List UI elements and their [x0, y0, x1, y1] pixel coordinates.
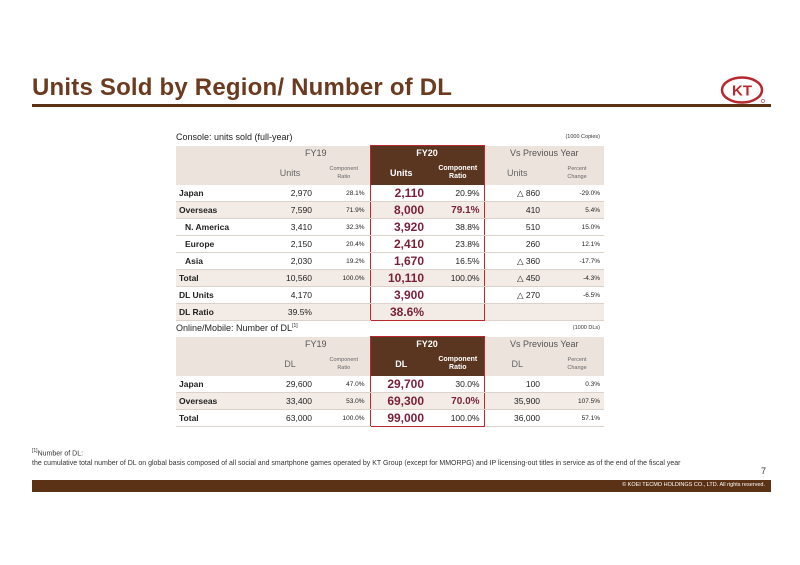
vs-change: 510 [484, 219, 550, 236]
fy20-value: 69,300 [370, 393, 432, 410]
console-fy20-ratio-col: Component Ratio [432, 160, 484, 185]
fy20-value: 3,920 [370, 219, 432, 236]
row-label: Total [176, 270, 262, 287]
fy19-ratio: 28.1% [318, 185, 370, 202]
fy19-value: 33,400 [262, 393, 318, 410]
table-row [176, 304, 604, 321]
percent-change: 107.5% [550, 393, 604, 410]
fy20-ratio [432, 304, 484, 321]
fy19-ratio: 100.0% [318, 410, 370, 427]
console-fy20-units-col: Units [370, 160, 432, 185]
online-fy20-ratio-col: Component Ratio [432, 351, 484, 376]
online-table-unit: (1000 DLs) [572, 325, 600, 331]
online-vs-dl-col: DL [484, 351, 550, 376]
fy19-value: 4,170 [262, 287, 318, 304]
percent-change: 0.3% [550, 376, 604, 393]
row-label: DL Ratio [176, 304, 262, 321]
row-label: Japan [176, 185, 262, 202]
console-fy20-header: FY20 [370, 146, 484, 161]
fy20-ratio: 70.0% [432, 393, 484, 410]
online-fy19-ratio-col: Component Ratio [318, 351, 370, 376]
fy20-value: 29,700 [370, 376, 432, 393]
fy20-value: 1,670 [370, 253, 432, 270]
online-fy20-header: FY20 [370, 337, 484, 352]
table-row [176, 202, 604, 219]
percent-change: 57.1% [550, 410, 604, 427]
console-fy19-header: FY19 [262, 146, 370, 161]
fy19-ratio: 19.2% [318, 253, 370, 270]
fy20-ratio: 38.8% [432, 219, 484, 236]
page-number: 7 [761, 466, 767, 476]
fy19-ratio [318, 304, 370, 321]
table-row [176, 270, 604, 287]
row-label: Total [176, 410, 262, 427]
percent-change: 12.1% [550, 236, 604, 253]
fy20-ratio: 16.5% [432, 253, 484, 270]
table-row [176, 410, 604, 427]
fy19-ratio: 71.9% [318, 202, 370, 219]
row-label: Overseas [176, 393, 262, 410]
footnote: [1]Number of DL: the cumulative total number of DL on global basis composed of all social and smartphone games operated by KT Group (except for MMORPG) and IP licensing-out titles in service as of the end of the fiscal year [32, 446, 772, 469]
fy20-ratio [432, 287, 484, 304]
fy20-ratio: 100.0% [432, 410, 484, 427]
fy19-ratio: 100.0% [318, 270, 370, 287]
vs-change: △ 860 [484, 185, 550, 202]
vs-change: 410 [484, 202, 550, 219]
console-fy19-units-col: Units [262, 160, 318, 185]
fy19-ratio: 32.3% [318, 219, 370, 236]
percent-change [550, 304, 604, 321]
online-vs-pct-col: Percent Change [550, 351, 604, 376]
vs-change: 35,900 [484, 393, 550, 410]
online-fy20-dl-col: DL [370, 351, 432, 376]
fy20-ratio: 20.9% [432, 185, 484, 202]
console-units-table-block [176, 131, 604, 321]
row-label: Overseas [176, 202, 262, 219]
page-title: Units Sold by Region/ Number of DL [32, 74, 453, 101]
console-vs-header: Vs Previous Year [484, 146, 604, 161]
console-vs-pct-col: Percent Change [550, 160, 604, 185]
console-units-table [176, 145, 604, 321]
copyright-text: © KOEI TECMO HOLDINGS CO., LTD. All rights reserved. [622, 482, 765, 488]
fy19-value: 10,560 [262, 270, 318, 287]
online-dl-table [176, 336, 604, 427]
footer-bar [32, 480, 771, 492]
online-fy19-dl-col: DL [262, 351, 318, 376]
fy19-value: 2,970 [262, 185, 318, 202]
fy19-value: 3,410 [262, 219, 318, 236]
fy19-ratio [318, 287, 370, 304]
footnote-text: the cumulative total number of DL on global basis composed of all social and smartphone games operated by KT Group (except for MMORPG) and IP licensing-out titles in service as of the end of the fiscal year [32, 460, 681, 468]
fy20-value: 2,110 [370, 185, 432, 202]
row-label: Japan [176, 376, 262, 393]
table-row [176, 287, 604, 304]
fy20-ratio: 23.8% [432, 236, 484, 253]
percent-change: -17.7% [550, 253, 604, 270]
row-label: N. America [176, 219, 262, 236]
fy20-value: 8,000 [370, 202, 432, 219]
fy19-ratio: 53.0% [318, 393, 370, 410]
vs-change: △ 270 [484, 287, 550, 304]
vs-change: △ 450 [484, 270, 550, 287]
fy19-ratio: 20.4% [318, 236, 370, 253]
fy19-value: 63,000 [262, 410, 318, 427]
kt-logo-icon [720, 76, 766, 104]
vs-change: 100 [484, 376, 550, 393]
console-vs-units-col: Units [484, 160, 550, 185]
fy19-value: 39.5% [262, 304, 318, 321]
online-table-caption: Online/Mobile: Number of DL[1] [176, 323, 298, 333]
row-label: Asia [176, 253, 262, 270]
fy19-value: 29,600 [262, 376, 318, 393]
table-row [176, 185, 604, 202]
fy20-value: 99,000 [370, 410, 432, 427]
online-fy19-header: FY19 [262, 337, 370, 352]
title-underline [32, 104, 771, 107]
fy20-value: 2,410 [370, 236, 432, 253]
row-label: DL Units [176, 287, 262, 304]
vs-change: △ 360 [484, 253, 550, 270]
table-row [176, 253, 604, 270]
table-row [176, 219, 604, 236]
online-vs-header: Vs Previous Year [484, 337, 604, 352]
fy19-value: 2,150 [262, 236, 318, 253]
table-row [176, 393, 604, 410]
console-table-caption: Console: units sold (full-year) [176, 132, 293, 142]
percent-change: 5.4% [550, 202, 604, 219]
fy20-ratio: 79.1% [432, 202, 484, 219]
fy20-ratio: 100.0% [432, 270, 484, 287]
fy20-value: 38.6% [370, 304, 432, 321]
online-dl-table-block [176, 322, 604, 427]
vs-change: 260 [484, 236, 550, 253]
fy20-value: 3,900 [370, 287, 432, 304]
fy19-value: 2,030 [262, 253, 318, 270]
percent-change: -29.0% [550, 185, 604, 202]
fy20-ratio: 30.0% [432, 376, 484, 393]
vs-change: 36,000 [484, 410, 550, 427]
console-table-unit: (1000 Copies) [565, 134, 600, 140]
row-label: Europe [176, 236, 262, 253]
table-row [176, 236, 604, 253]
percent-change: -6.5% [550, 287, 604, 304]
svg-text:KT: KT [732, 82, 752, 100]
console-fy19-ratio-col: Component Ratio [318, 160, 370, 185]
fy20-value: 10,110 [370, 270, 432, 287]
fy19-value: 7,590 [262, 202, 318, 219]
fy19-ratio: 47.0% [318, 376, 370, 393]
percent-change: 15.0% [550, 219, 604, 236]
vs-change [484, 304, 550, 321]
table-row [176, 376, 604, 393]
percent-change: -4.3% [550, 270, 604, 287]
